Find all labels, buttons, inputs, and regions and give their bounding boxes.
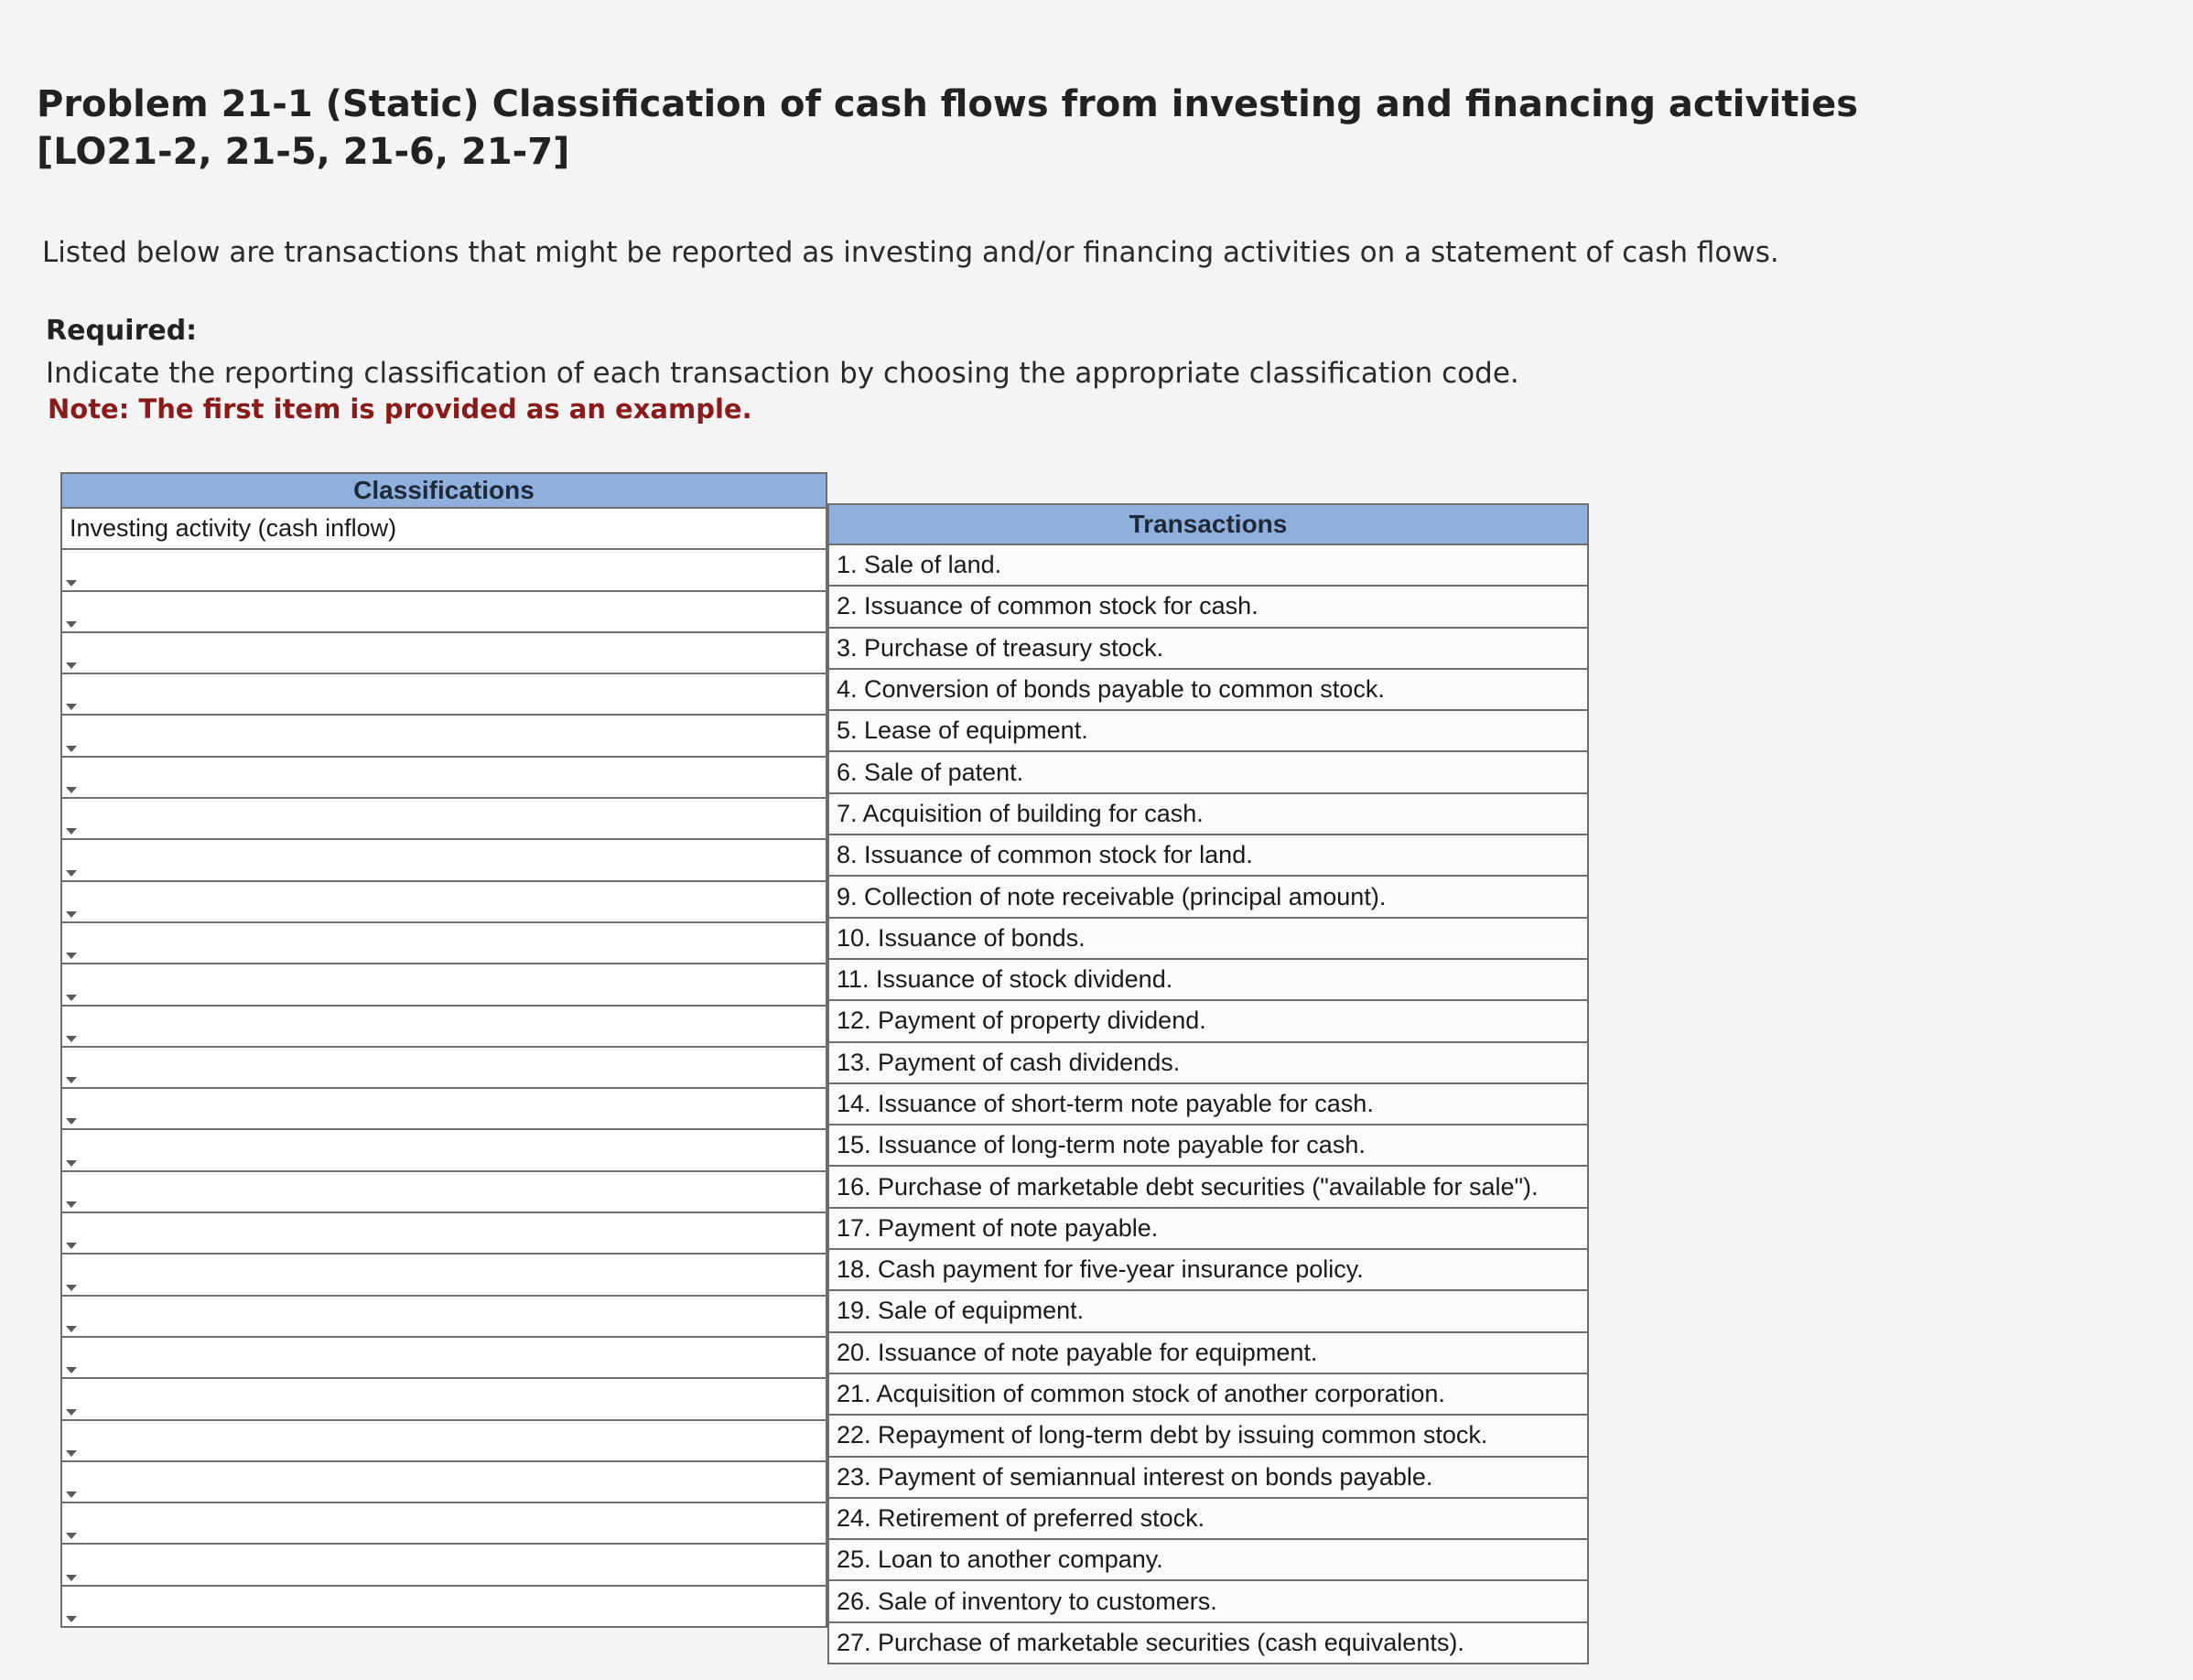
transaction-item: 13. Payment of cash dividends.	[827, 1043, 1589, 1084]
transaction-item: 25. Loan to another company.	[827, 1540, 1589, 1581]
classification-dropdown[interactable]	[60, 1007, 827, 1048]
transaction-item: 5. Lease of equipment.	[827, 711, 1589, 752]
example-note: Note: The first item is provided as an example.	[48, 393, 752, 425]
transaction-item: 3. Purchase of treasury stock.	[827, 629, 1589, 670]
classification-dropdown[interactable]	[60, 592, 827, 633]
classification-dropdown[interactable]	[60, 882, 827, 923]
transaction-item: 2. Issuance of common stock for cash.	[827, 587, 1589, 628]
transaction-item: 18. Cash payment for five-year insurance policy.	[827, 1250, 1589, 1291]
transactions-header: Transactions	[827, 503, 1589, 545]
problem-title: Problem 21-1 (Static) Classification of cash flows from investing and financing activities [LO21-2, 21-5, 21-6, 21-7]	[37, 83, 1859, 173]
transaction-item: 22. Repayment of long-term debt by issuing common stock.	[827, 1416, 1589, 1457]
transaction-item: 1. Sale of land.	[827, 545, 1589, 587]
transaction-item: 14. Issuance of short-term note payable for cash.	[827, 1084, 1589, 1125]
classification-dropdown[interactable]	[60, 1462, 827, 1503]
classification-dropdown[interactable]	[60, 964, 827, 1006]
classification-dropdown[interactable]	[60, 1587, 827, 1628]
classification-dropdown[interactable]	[60, 1048, 827, 1089]
transaction-item: 7. Acquisition of building for cash.	[827, 794, 1589, 835]
classification-dropdown[interactable]	[60, 1338, 827, 1379]
transaction-item: 23. Payment of semiannual interest on bonds payable.	[827, 1458, 1589, 1499]
transaction-item: 21. Acquisition of common stock of another corporation.	[827, 1374, 1589, 1416]
classifications-column	[60, 472, 827, 1628]
transactions-column	[827, 503, 1589, 1664]
classification-dropdown[interactable]	[60, 840, 827, 881]
classification-dropdown[interactable]	[60, 758, 827, 799]
classification-dropdown[interactable]	[60, 1089, 827, 1130]
problem-intro: Listed below are transactions that might be reported as investing and/or financing activities on a statement of cash flows.	[42, 236, 1779, 269]
transaction-item: 9. Collection of note receivable (principal amount).	[827, 877, 1589, 918]
classification-dropdown[interactable]	[60, 1297, 827, 1338]
classification-dropdown[interactable]	[60, 633, 827, 674]
classification-dropdown[interactable]	[60, 1421, 827, 1462]
classification-dropdown[interactable]	[60, 550, 827, 591]
classification-dropdown[interactable]	[60, 1503, 827, 1545]
transaction-item: 6. Sale of patent.	[827, 752, 1589, 793]
transaction-item: 12. Payment of property dividend.	[827, 1001, 1589, 1042]
classification-dropdown[interactable]	[60, 716, 827, 757]
classification-dropdown[interactable]	[60, 674, 827, 716]
classification-dropdown[interactable]	[60, 1545, 827, 1586]
transaction-item: 11. Issuance of stock dividend.	[827, 960, 1589, 1001]
classification-example-cell: Investing activity (cash inflow)	[60, 509, 827, 550]
transaction-item: 16. Purchase of marketable debt securities ("available for sale").	[827, 1167, 1589, 1208]
transaction-item: 15. Issuance of long-term note payable for cash.	[827, 1125, 1589, 1167]
classification-dropdown[interactable]	[60, 1255, 827, 1296]
transaction-item: 24. Retirement of preferred stock.	[827, 1499, 1589, 1540]
classification-dropdown[interactable]	[60, 799, 827, 840]
transaction-item: 8. Issuance of common stock for land.	[827, 835, 1589, 877]
classification-dropdown[interactable]	[60, 923, 827, 964]
transaction-item: 10. Issuance of bonds.	[827, 919, 1589, 960]
required-text: Indicate the reporting classification of each transaction by choosing the appropriate classification code.	[46, 357, 1519, 390]
transaction-item: 19. Sale of equipment.	[827, 1291, 1589, 1332]
transaction-item: 4. Conversion of bonds payable to common stock.	[827, 670, 1589, 711]
classification-dropdown[interactable]	[60, 1379, 827, 1420]
transaction-item: 26. Sale of inventory to customers.	[827, 1581, 1589, 1622]
classification-dropdown[interactable]	[60, 1172, 827, 1213]
classification-dropdown[interactable]	[60, 1130, 827, 1171]
required-label: Required:	[46, 315, 198, 347]
transaction-item: 27. Purchase of marketable securities (cash equivalents).	[827, 1623, 1589, 1664]
classification-dropdown[interactable]	[60, 1213, 827, 1255]
classifications-header: Classifications	[60, 472, 827, 509]
transaction-item: 20. Issuance of note payable for equipment.	[827, 1333, 1589, 1374]
transaction-item: 17. Payment of note payable.	[827, 1209, 1589, 1250]
